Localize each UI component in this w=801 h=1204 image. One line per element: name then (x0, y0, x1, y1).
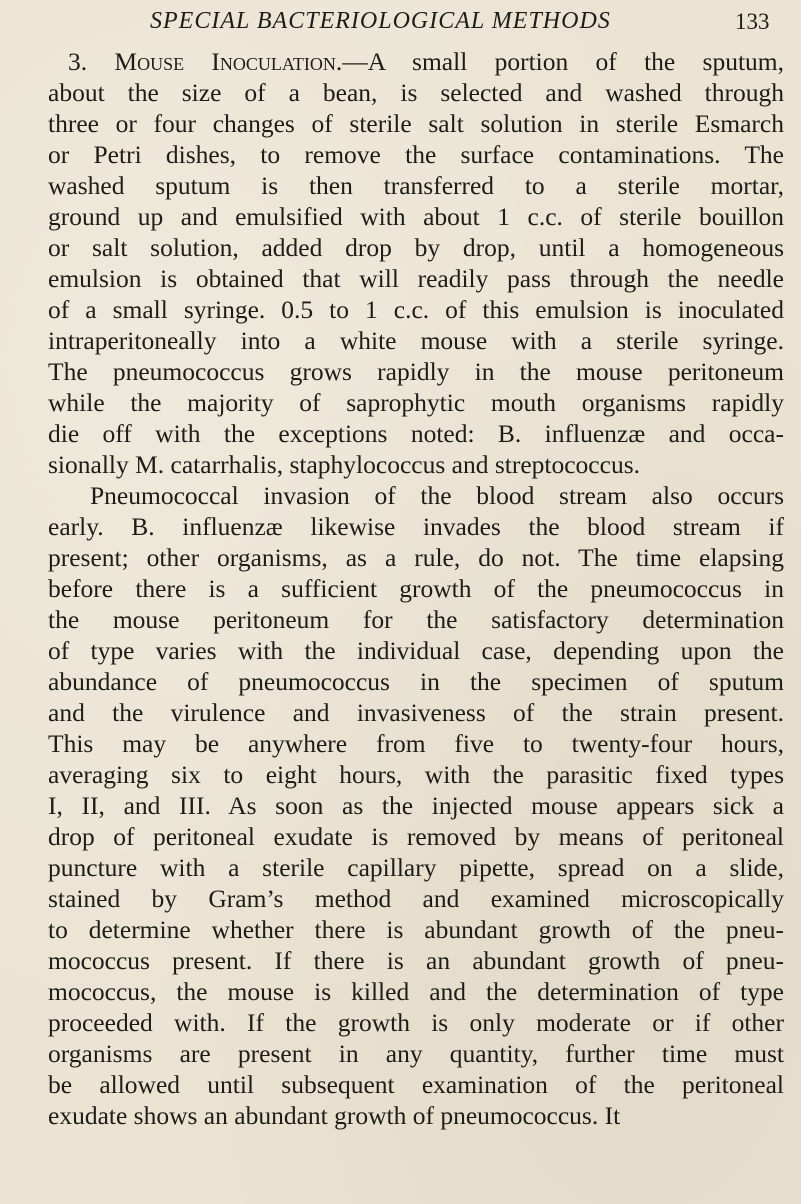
text-line: before there is a sufficient growth of the pneumococcus in (48, 574, 784, 603)
text-line: intraperitoneally into a white mouse with a sterile syringe. (48, 326, 784, 355)
text-line: exudate shows an abundant growth of pneumococcus. It (48, 1101, 621, 1130)
text-line: or salt solution, added drop by drop, until a homogeneous (48, 233, 784, 262)
text-line: averaging six to eight hours, with the parasitic fixed types (48, 760, 784, 789)
text-line: emulsion is obtained that will readily pass through the needle (48, 264, 784, 293)
section-number: 3. (68, 47, 88, 76)
text-line: abundance of pneumococcus in the specimen of sputum (48, 667, 784, 696)
text-line: drop of peritoneal exudate is removed by means of peritoneal (48, 822, 784, 851)
page-number: 133 (735, 9, 770, 34)
text-line: mococcus present. If there is an abundant growth of pneu- (48, 946, 784, 975)
text-line: stained by Gram’s method and examined microscopically (48, 884, 784, 913)
text-line: be allowed until subsequent examination of the peritoneal (48, 1070, 784, 1099)
text-line: and the virulence and invasiveness of the strain present. (48, 698, 784, 727)
text-line: washed sputum is then transferred to a sterile mortar, (48, 171, 784, 200)
text-line: die off with the exceptions noted: B. influenzæ and occa- (48, 419, 784, 448)
text-line: or Petri dishes, to remove the surface contaminations. The (48, 140, 784, 169)
text-line: early. B. influenzæ likewise invades the blood stream if (48, 512, 784, 541)
text-line: about the size of a bean, is selected and washed through (48, 78, 784, 107)
text-line: proceeded with. If the growth is only moderate or if other (48, 1008, 784, 1037)
text-line: ground up and emulsified with about 1 c.c. of sterile bouillon (48, 202, 784, 231)
text-line: to determine whether there is abundant growth of the pneu- (48, 915, 784, 944)
text-line: The pneumococcus grows rapidly in the mouse peritoneum (48, 357, 784, 386)
text-line: while the majority of saprophytic mouth organisms rapidly (48, 388, 784, 417)
text-line: puncture with a sterile capillary pipette, spread on a slide, (48, 853, 784, 882)
first-line (48, 46, 784, 77)
text-line: the mouse peritoneum for the satisfactory determination (48, 605, 784, 634)
running-title: SPECIAL BACTERIOLOGICAL METHODS (150, 8, 611, 34)
text-line: mococcus, the mouse is killed and the determination of type (48, 977, 784, 1006)
section-heading: Mouse Inoculation. (114, 47, 343, 76)
text-line: sionally M. catarrhalis, staphylococcus and streptococcus. (48, 450, 640, 479)
text-line: organisms are present in any quantity, further time must (48, 1039, 784, 1068)
text-line: present; other organisms, as a rule, do not. The time elapsing (48, 543, 784, 572)
text-line: three or four changes of sterile salt solution in sterile Esmarch (48, 109, 784, 138)
first-line-text: —A small portion of the sputum, (342, 47, 784, 76)
text-line: This may be anywhere from five to twenty-four hours, (48, 729, 784, 758)
text-line: I, II, and III. As soon as the injected mouse appears sick a (48, 791, 784, 820)
text-line: Pneumococcal invasion of the blood stream also occurs (90, 481, 784, 510)
text-line: of a small syringe. 0.5 to 1 c.c. of this emulsion is inoculated (48, 295, 784, 324)
body-text (48, 46, 784, 1131)
text-line: of type varies with the individual case, depending upon the (48, 636, 784, 665)
